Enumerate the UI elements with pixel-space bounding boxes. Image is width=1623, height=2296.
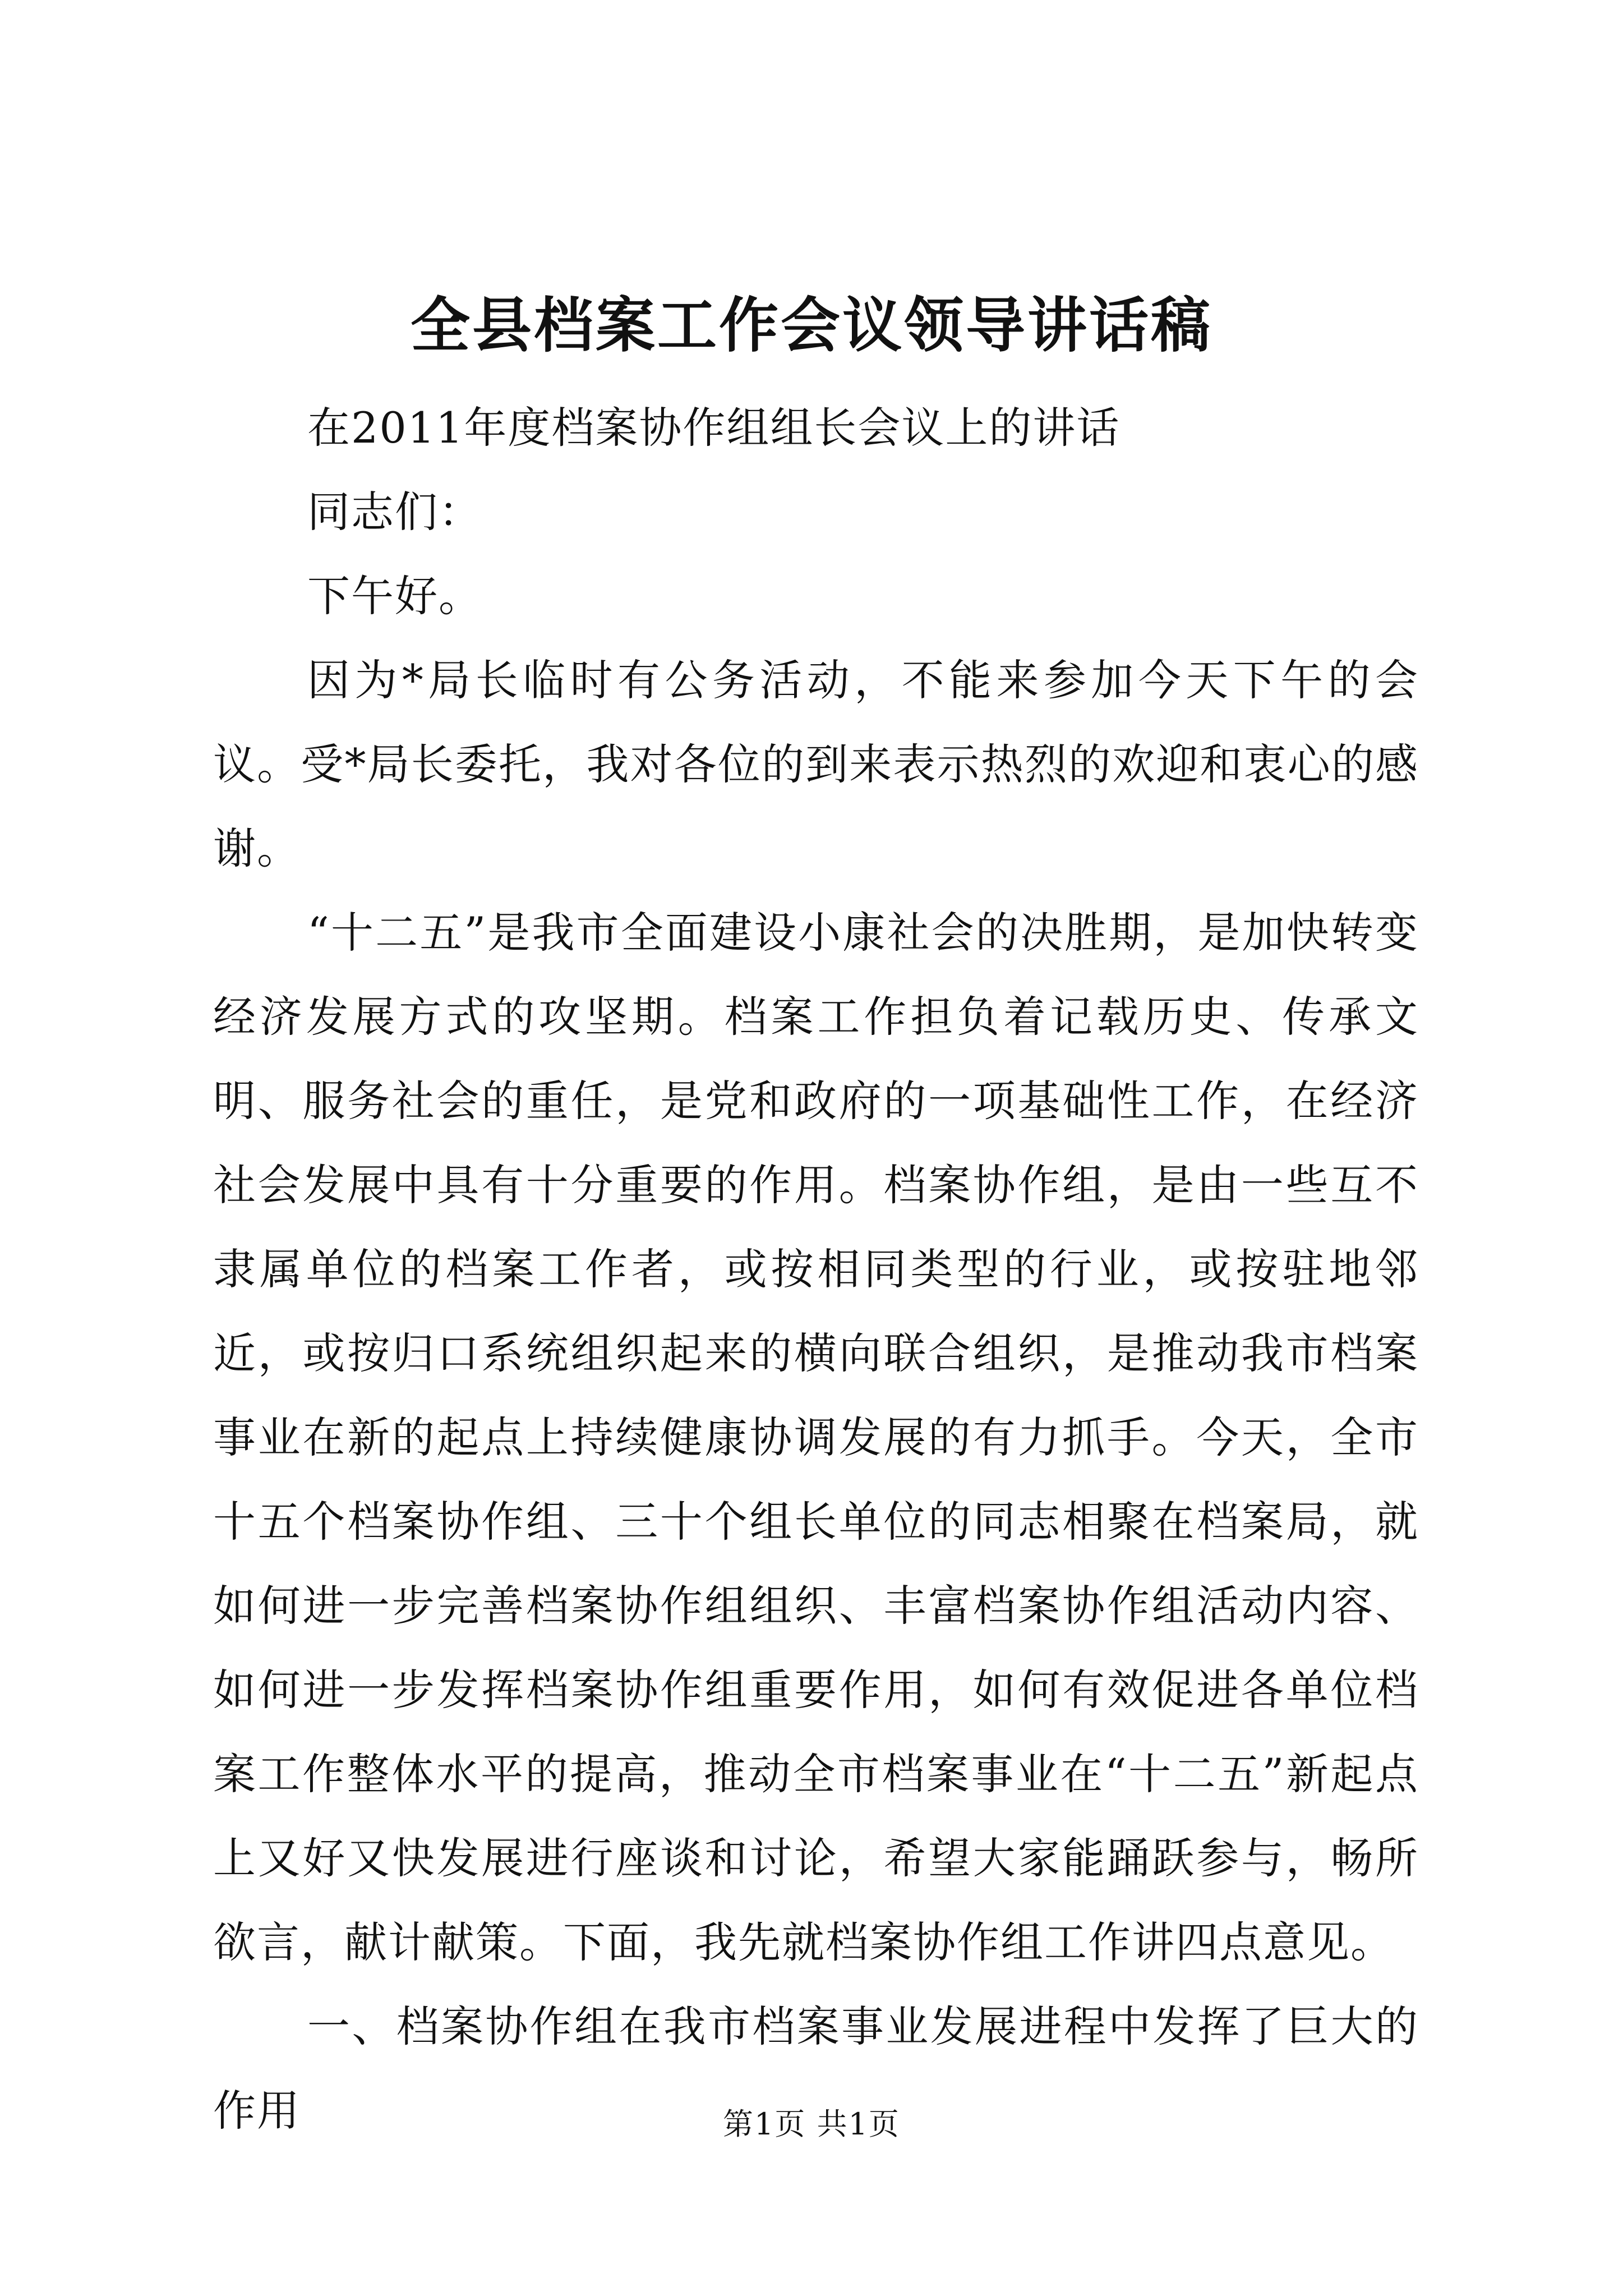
document-title: 全县档案工作会议领导讲话稿 xyxy=(411,290,1212,360)
section-heading: 一、档案协作组在我市档案事业发展进程中发挥了巨大的作用 xyxy=(213,2001,1419,2136)
salutation: 同志们： xyxy=(307,487,482,537)
body-paragraph: “十二五”是我市全面建设小康社会的决胜期，是加快转变经济发展方式的攻坚期。档案工作担负着记载历史、传承文明、服务社会的重任，是党和政府的一项基础性工作，在经济社会发展中具有十分重要的作用。档案协作组，是由一些互不隶属单位的档案工作者，或按相同类型的行业，或按驻地邻近，或按归口系统组织起来的横向联合组织，是推动我市档案事业在新的起点上持续健康协调发展的有力抓手。今天，全市十五个档案协作组、三十个组长单位的同志相聚在档案局，就如何进一步完善档案协作组组织、丰富档案协作组活动内容、如何进一步发挥档案协作组重要作用，如何有效促进各单位档案工作整体水平的提高，推动全市档案事业在“十二五”新起点上又好又快发展进行座谈和讨论，希望大家能踊跃参与，畅所欲言，献计献策。下面，我先就档案协作组工作讲四点意见。 xyxy=(213,908,1419,1967)
speech-subtitle: 在2011年度档案协作组组长会议上的讲话 xyxy=(307,403,1121,453)
body-paragraph: 因为*局长临时有公务活动，不能来参加今天下午的会议。受*局长委托，我对各位的到来表示热烈的欢迎和衷心的感谢。 xyxy=(213,655,1419,873)
page-footer: 第1页 共1页 xyxy=(723,2106,900,2142)
greeting: 下午好。 xyxy=(307,571,482,621)
document-body xyxy=(213,386,1419,2153)
